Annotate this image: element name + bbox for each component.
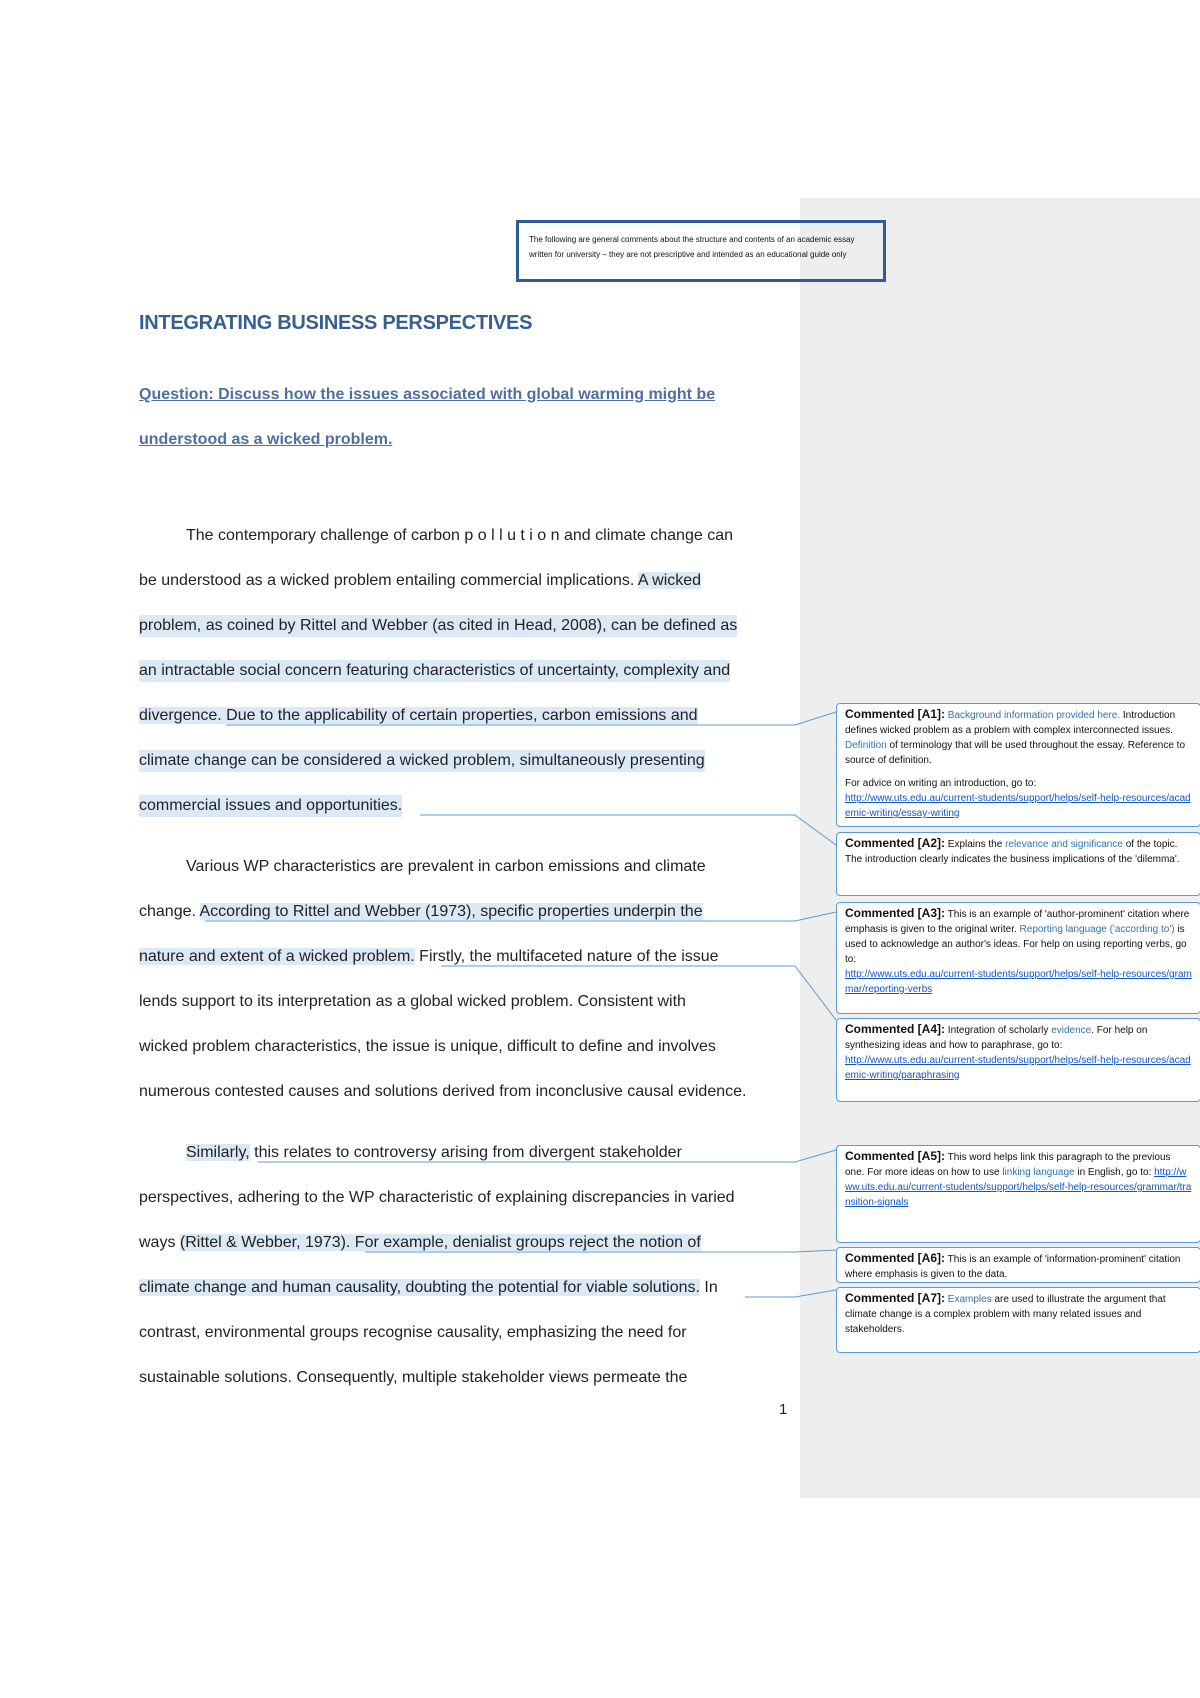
- highlighted-text: Similarly,: [186, 1144, 250, 1161]
- connector-line: [420, 815, 836, 845]
- body-line: lends support to its interpretation as a global wicked problem. Consistent with: [139, 993, 686, 1010]
- body-line: perspectives, adhering to the WP characteristic of explaining discrepancies in varied: [139, 1189, 735, 1206]
- comment-a1[interactable]: Commented [A1]: Background information provided here. Introduction defines wicked problem as a problem with complex interconnected issues. Definition of terminology that will be used throughout the essay. Reference to source of definition. For advice on writing an introduction, go to: http://www.uts.edu.au/current-students/support/helps/self-help-resources/academic-writing/essay-writing: [836, 703, 1200, 827]
- connector-line: [226, 712, 836, 725]
- body-line: climate change can be considered a wicked problem, simultaneously presenting: [139, 750, 705, 772]
- body-line: be understood as a wicked problem entailing commercial implications. A wicked: [139, 572, 702, 589]
- body-line: problem, as coined by Rittel and Webber (as cited in Head, 2008), can be defined as: [139, 615, 737, 637]
- highlighted-text: According to Rittel and Webber (1973), specific properties underpin the: [199, 903, 703, 920]
- body-line: nature and extent of a wicked problem. Firstly, the multifaceted nature of the issue: [139, 948, 719, 965]
- connector-line: [258, 1150, 836, 1162]
- highlighted-text: climate change and human causality, doubting the potential for viable solutions.: [139, 1279, 700, 1296]
- connector-line: [441, 966, 836, 1020]
- highlighted-text: Due to the applicability of certain properties, carbon emissions and: [221, 707, 698, 724]
- essay-question: Question: Discuss how the issues associated with global warming might be understood as a wicked problem.: [139, 386, 716, 448]
- notice-text: The following are general comments about the structure and contents of an academic essay written for university – they are not prescriptive and intended as an educational guide only: [529, 235, 855, 259]
- comment-link[interactable]: http://www.uts.edu.au/current-students/support/helps/self-help-resources/academic-writing/essay-writing: [845, 793, 1191, 819]
- highlighted-text: divergence.: [139, 707, 222, 724]
- body-line: Similarly, this relates to controversy arising from divergent stakeholder: [186, 1144, 682, 1161]
- body-line: an intractable social concern featuring characteristics of uncertainty, complexity and: [139, 660, 730, 682]
- body-line: sustainable solutions. Consequently, multiple stakeholder views permeate the: [139, 1369, 688, 1386]
- comment-link[interactable]: http://www.uts.edu.au/current-students/support/helps/self-help-resources/academic-writing/paraphrasing: [845, 1055, 1191, 1081]
- comment-link[interactable]: http://www.uts.edu.au/current-students/support/helps/self-help-resources/grammar/transition-signals: [845, 1167, 1192, 1208]
- highlighted-text: (Rittel & Webber, 1973).: [179, 1234, 351, 1251]
- body-line: contrast, environmental groups recognise causality, emphasizing the need for: [139, 1324, 687, 1341]
- body-line: change. According to Rittel and Webber (1973), specific properties underpin the: [139, 903, 703, 920]
- comment-a5[interactable]: Commented [A5]: This word helps link this paragraph to the previous one. For more ideas on how to use linking language in English, go to: http://www.uts.edu.au/current-students/support/helps/self-help-resources/grammar/transition-signals: [836, 1145, 1200, 1243]
- body-line: climate change and human causality, doubting the potential for viable solutions. In: [139, 1279, 718, 1296]
- highlighted-text: nature and extent of a wicked problem.: [139, 948, 415, 965]
- document-title: INTEGRATING BUSINESS PERSPECTIVES: [139, 312, 533, 334]
- body-line: Various WP characteristics are prevalent in carbon emissions and climate: [186, 858, 706, 875]
- body-line: The contemporary challenge of carbon p o l l u t i o n and climate change can: [186, 527, 733, 544]
- comment-a4[interactable]: Commented [A4]: Integration of scholarly evidence. For help on synthesizing ideas and how to paraphrase, go to: http://www.uts.edu.au/current-students/support/helps/self-help-resources/academic-writing/paraphrasing: [836, 1018, 1200, 1102]
- comment-a2[interactable]: Commented [A2]: Explains the relevance and significance of the topic. The introduction clearly indicates the business implications of the 'dilemma'.: [836, 832, 1200, 896]
- page-number: 1: [779, 1401, 788, 1418]
- body-line: ways (Rittel & Webber, 1973). For example, denialist groups reject the notion of: [139, 1234, 701, 1251]
- highlighted-text: A wicked: [637, 572, 702, 589]
- body-line: numerous contested causes and solutions derived from inconclusive causal evidence.: [139, 1083, 747, 1100]
- connector-line: [205, 912, 836, 921]
- highlighted-text: For example, denialist groups reject the notion of: [350, 1234, 701, 1251]
- comment-advice: For advice on writing an introduction, go to:: [845, 778, 1037, 789]
- body-line: wicked problem characteristics, the issue is unique, difficult to define and involves: [139, 1038, 716, 1055]
- body-line: commercial issues and opportunities.: [139, 795, 402, 817]
- comment-a3[interactable]: Commented [A3]: This is an example of 'author-prominent' citation where emphasis is given to the original writer. Reporting language ('according to') is used to acknowledge an author's ideas. For help on using reporting verbs, go to: http://www.uts.edu.au/current-students/support/helps/self-help-resources/grammar/reporting-verbs: [836, 902, 1200, 1014]
- comment-link[interactable]: http://www.uts.edu.au/current-students/support/helps/self-help-resources/grammar/reporting-verbs: [845, 969, 1192, 995]
- comment-a6[interactable]: Commented [A6]: This is an example of 'information-prominent' citation where emphasis is given to the data.: [836, 1247, 1200, 1283]
- comment-a7[interactable]: Commented [A7]: Examples are used to illustrate the argument that climate change is a complex problem with many related issues and stakeholders.: [836, 1287, 1200, 1353]
- connector-line: [745, 1290, 836, 1297]
- connector-line: [365, 1250, 836, 1252]
